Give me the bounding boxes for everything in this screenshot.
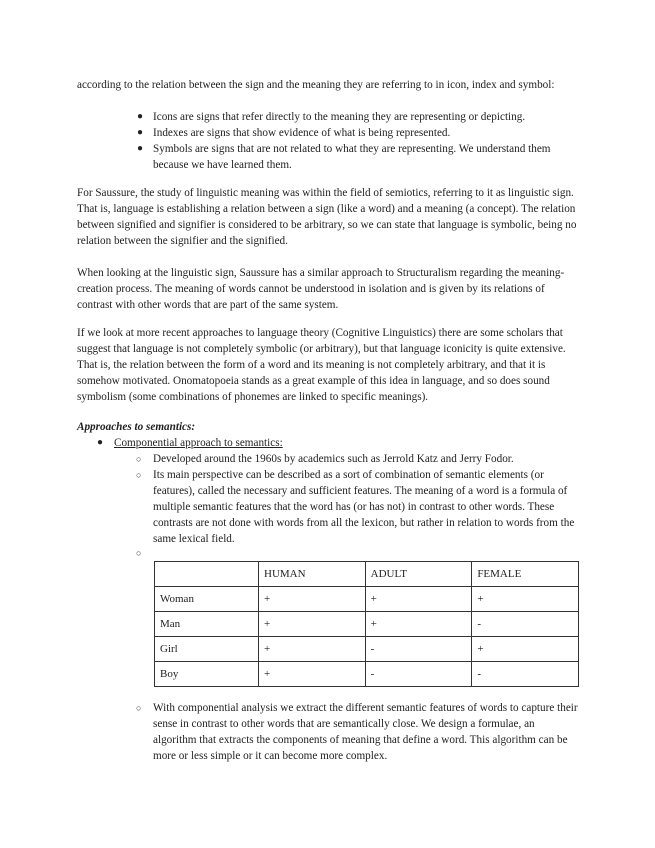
bullet-circle-icon: ○ [136, 548, 142, 558]
cognitive-linguistics-paragraph: If we look at more recent approaches to language theory (Cognitive Linguistics) there are some scholars that suggest that language is not completely symbolic (or arbitrary), but that language iconicity is quite extensive. That is, the relation between the form of a word and its meaning is not completely arbitrary, and that it is somehow motivated. Onomatopoeia stands as a great example of this idea in language, and so does sound symbolism (some combinations of phonemes are linked to specific meanings). [77, 327, 566, 403]
table-cell: + [365, 587, 472, 612]
table-row [155, 637, 579, 662]
sign-type-icon: Icons are signs that refer directly to the meaning they are representing or depicting. [153, 111, 526, 123]
table-cell: + [259, 662, 366, 687]
section-heading: Approaches to semantics: [77, 421, 196, 433]
table-cell: + [472, 587, 579, 612]
table-header-cell: FEMALE [472, 562, 579, 587]
table-header-cell [155, 562, 259, 587]
table-cell: + [259, 612, 366, 637]
table-cell: - [365, 637, 472, 662]
bullet-disc-icon: ● [137, 111, 144, 122]
linguistic-sign-paragraph: When looking at the linguistic sign, Saussure has a similar approach to Structuralism regarding the meaning-creation process. The meaning of words cannot be understood in isolation and is given by its relations of contrast with other words that are part of the same system. [77, 267, 565, 311]
sub-item-componential-analysis: With componential analysis we extract the different semantic features of words to capture their sense in contrast to other words that are semantically close. We design a formulae, an algorithm that extracts the components of meaning that define a word. This algorithm can be more or less simple or it can become more complex. [153, 702, 578, 762]
table-row [155, 587, 579, 612]
bullet-disc-icon: ● [137, 143, 144, 154]
sub-item-perspective: Its main perspective can be described as a sort of combination of semantic elements (or features), called the necessary and sufficient features. The meaning of a word is a formula of multiple semantic features that the word has (or has not) in contrast to other words. These contrasts are not done with words from all the lexicon, but rather in relation to words from the same lexical field. [153, 469, 575, 545]
table-header-cell: ADULT [365, 562, 472, 587]
table-cell: - [472, 662, 579, 687]
table-cell: - [472, 612, 579, 637]
table-header-row [155, 562, 579, 587]
intro-paragraph: according to the relation between the sign and the meaning they are referring to in icon, index and symbol: [77, 79, 555, 91]
table-cell: Boy [155, 662, 259, 687]
table-cell: Girl [155, 637, 259, 662]
table-row [155, 612, 579, 637]
bullet-circle-icon: ○ [136, 470, 142, 480]
table-header-cell: HUMAN [259, 562, 366, 587]
table-cell: Woman [155, 587, 259, 612]
table-cell: - [365, 662, 472, 687]
componential-approach-label: Componential approach to semantics: [114, 437, 283, 449]
table-cell: + [365, 612, 472, 637]
table-cell: + [472, 637, 579, 662]
table-cell: + [259, 587, 366, 612]
table-cell: + [259, 637, 366, 662]
sign-type-index: Indexes are signs that show evidence of what is being represented. [153, 127, 451, 139]
bullet-disc-icon: ● [97, 437, 104, 448]
sign-type-symbol: Symbols are signs that are not related to what they are representing. We understand them because we have learned them. [153, 143, 551, 171]
semantic-features-table [154, 561, 579, 687]
bullet-circle-icon: ○ [136, 703, 142, 713]
bullet-circle-icon: ○ [136, 454, 142, 464]
saussure-paragraph: For Saussure, the study of linguistic meaning was within the field of semiotics, referring to it as linguistic sign. That is, language is establishing a relation between a sign (like a word) and a meaning (a concept). The relation between signified and signifier is considered to be arbitrary, so we can state that language is symbolic, being no relation between the signifier and the signified. [77, 187, 577, 247]
table-row [155, 662, 579, 687]
table-cell: Man [155, 612, 259, 637]
bullet-disc-icon: ● [137, 127, 144, 138]
sub-item-developed: Developed around the 1960s by academics such as Jerrold Katz and Jerry Fodor. [153, 453, 514, 465]
